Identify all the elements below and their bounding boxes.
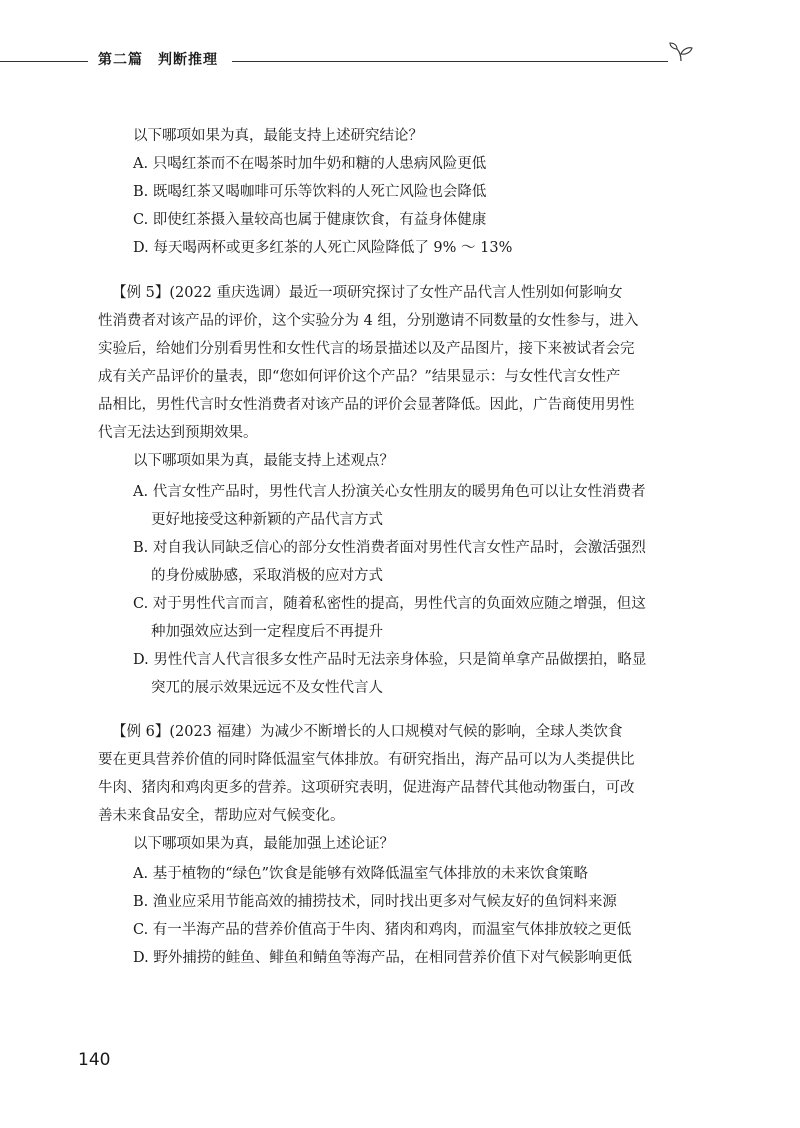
header-rule-right — [232, 61, 668, 62]
sprout-icon — [666, 40, 696, 70]
option-a: A. 基于植物的“绿色”饮食是能够有效降低温室气体排放的未来饮食策略 — [133, 866, 589, 882]
example-5-text: 实验后，给她们分别看男性和女性代言的场景描述以及产品图片，接下来被试者会完 — [98, 341, 635, 357]
option-c: C. 有一半海产品的营养价值高于牛肉、猪肉和鸡肉，而温室气体排放较之更低 — [133, 922, 632, 938]
example-5-text: 品相比，男性代言时女性消费者对该产品的评价会显著降低。因此，广告商使用男性 — [98, 397, 635, 413]
example-6-text: 要在更具营养价值的同时降低温室气体排放。有研究指出，海产品可以为人类提供比 — [98, 752, 635, 768]
question-stem: 以下哪项如果为真，最能支持上述研究结论？ — [133, 128, 423, 144]
option-c: C. 即使红茶摄入量较高也属于健康饮食，有益身体健康 — [133, 212, 487, 228]
header-rule-left — [0, 61, 88, 62]
option-c: C. 对于男性代言而言，随着私密性的提高，男性代言的负面效应随之增强，但这 — [133, 596, 646, 612]
question-stem: 以下哪项如果为真，最能支持上述观点？ — [133, 453, 394, 469]
option-c-continued: 种加强效应达到一定程度后不再提升 — [151, 624, 383, 640]
option-b: B. 既喝红茶又喝咖啡可乐等饮料的人死亡风险也会降低 — [133, 184, 487, 200]
page-number: 140 — [78, 1050, 111, 1070]
option-d: D. 野外捕捞的鲑鱼、鲱鱼和鲭鱼等海产品，在相同营养价值下对气候影响更低 — [133, 950, 632, 966]
option-d: D. 男性代言人代言很多女性产品时无法亲身体验，只是简单拿产品做摆拍，略显 — [133, 652, 647, 668]
option-d: D. 每天喝两杯或更多红茶的人死亡风险降低了 9% ～ 13% — [133, 240, 513, 256]
option-a-continued: 更好地接受这种新颖的产品代言方式 — [151, 512, 383, 528]
example-5-text: 性消费者对该产品的评价，这个实验分为 4 组，分别邀请不同数量的女性参与，进入 — [98, 313, 639, 329]
example-5-text: 【例 5】(2022 重庆选调）最近一项研究探讨了女性产品代言人性别如何影响女 — [112, 285, 623, 301]
option-a: A. 只喝红茶而不在喝茶时加牛奶和糖的人患病风险更低 — [133, 156, 487, 172]
question-stem: 以下哪项如果为真，最能加强上述论证？ — [133, 836, 394, 852]
option-b-continued: 的身份威胁感，采取消极的应对方式 — [151, 568, 383, 584]
section-title: 第二篇 判断推理 — [98, 52, 218, 68]
example-5-text: 成有关产品评价的量表，即“您如何评价这个产品？”结果显示：与女性代言女性产 — [98, 369, 621, 385]
option-a: A. 代言女性产品时，男性代言人扮演关心女性朋友的暖男角色可以让女性消费者 — [133, 484, 646, 500]
page-header — [0, 40, 800, 80]
example-6-text: 善未来食品安全，帮助应对气候变化。 — [98, 808, 345, 824]
option-b: B. 渔业应采用节能高效的捕捞技术，同时找出更多对气候友好的鱼饲料来源 — [133, 894, 617, 910]
example-6-text: 牛肉、猪肉和鸡肉更多的营养。这项研究表明，促进海产品替代其他动物蛋白，可改 — [98, 780, 635, 796]
example-5-text: 代言无法达到预期效果。 — [98, 425, 258, 441]
option-b: B. 对自我认同缺乏信心的部分女性消费者面对男性代言女性产品时，会激活强烈 — [133, 540, 646, 556]
option-d-continued: 突兀的展示效果远远不及女性代言人 — [151, 680, 383, 696]
example-6-text: 【例 6】(2023 福建）为减少不断增长的人口规模对气候的影响，全球人类饮食 — [112, 724, 623, 740]
